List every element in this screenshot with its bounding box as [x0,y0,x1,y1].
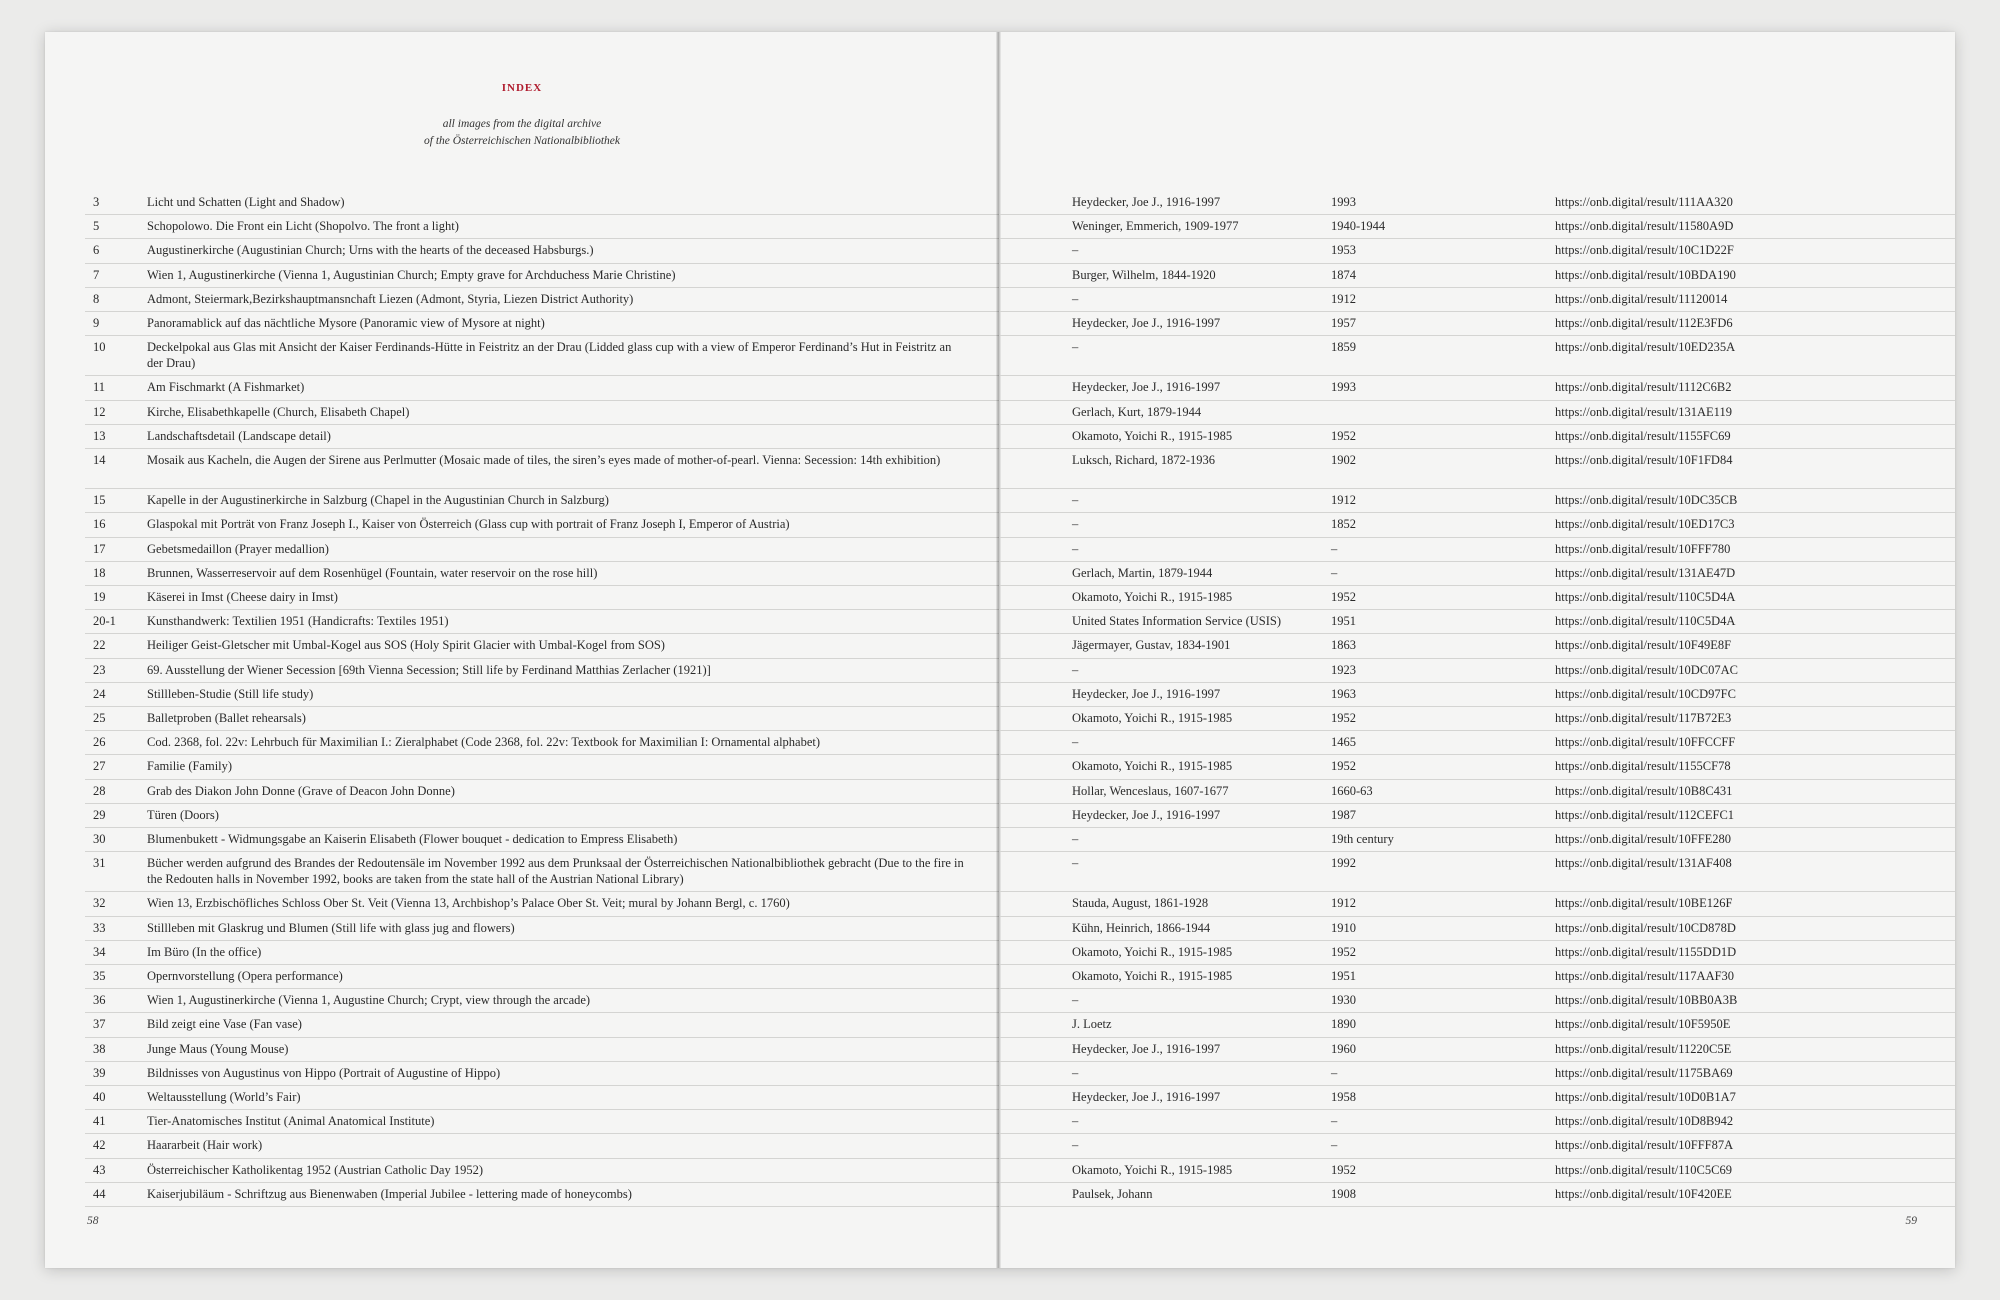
index-row [85,827,999,852]
entry-number: 13 [93,428,106,443]
entry-author: United States Information Service (USIS) [1072,614,1281,629]
entry-author: Heydecker, Joe J., 1916-1997 [1072,686,1221,701]
entry-title: Heiliger Geist-Gletscher mit Umbal-Kogel aus SOS (Holy Spirit Glacier with Umbal-Kogel from SOS) [147,638,665,653]
entry-author: – [1072,1138,1079,1153]
entry-title: Im Büro (In the office) [147,944,262,959]
entry-author: Heydecker, Joe J., 1916-1997 [1072,316,1221,330]
index-row-details [1000,214,1955,239]
index-row [85,1061,999,1086]
index-row [85,561,999,586]
entry-title: Kunsthandwerk: Textilien 1951 (Handicrafts: Textiles 1951) [147,614,449,629]
entry-year: 1960 [1331,1041,1356,1056]
entry-title: Admont, Steiermark,Bezirkshauptmansnchaft Liezen (Admont, Styria, Liezen District Authority) [147,291,634,306]
entry-number: 41 [93,1114,106,1129]
index-row-details [1000,585,1955,610]
index-row-details [1000,988,1955,1013]
entry-title: Kaiserjubiläum - Schriftzug aus Bienenwaben (Imperial Jubilee - lettering made of honeycombs) [147,1186,632,1201]
entry-number: 44 [93,1186,106,1201]
entry-author: Jägermayer, Gustav, 1834-1901 [1072,638,1231,653]
entry-year: 1952 [1331,590,1356,604]
index-row [85,1158,999,1183]
entry-year: – [1331,541,1338,556]
entry-number: 43 [93,1162,106,1177]
entry-title: Mosaik aus Kacheln, die Augen der Sirene aus Perlmutter (Mosaic made of tiles, the siren’s eyes made of mother-of-pearl. Vienna: Secession: 14th exhibition) [147,453,941,467]
entry-title: Schopolowo. Die Front ein Licht (Shopolvo. The front a light) [147,219,459,234]
entry-author: Stauda, August, 1861-1928 [1072,896,1209,911]
entry-url-link[interactable]: https://onb.digital/result/110C5D4A [1555,614,1736,629]
entry-author: Burger, Wilhelm, 1844-1920 [1072,267,1216,282]
entry-author: – [1072,832,1079,846]
entry-author: Gerlach, Kurt, 1879-1944 [1072,404,1202,419]
index-row-details [1000,448,1955,489]
entry-url-link[interactable]: https://onb.digital/result/10F1FD84 [1555,453,1733,467]
index-row [85,263,999,288]
entry-author: Luksch, Richard, 1872-1936 [1072,453,1216,467]
entry-author: Okamoto, Yoichi R., 1915-1985 [1072,944,1233,959]
entry-number: 38 [93,1041,106,1056]
index-row-details [1000,424,1955,449]
index-row [85,424,999,449]
entry-year: 1987 [1331,807,1356,822]
entry-url-link[interactable]: https://onb.digital/result/1155CF78 [1555,759,1731,774]
entry-title: Grab des Diakon John Donne (Grave of Deacon John Donne) [147,783,455,798]
index-row [85,1012,999,1037]
entry-year: 1465 [1331,735,1356,750]
entry-author: Kühn, Heinrich, 1866-1944 [1072,920,1211,935]
entry-url-link[interactable]: https://onb.digital/result/10FFF87A [1555,1138,1734,1153]
entry-url-link[interactable]: https://onb.digital/result/10F49E8F [1555,638,1732,653]
entry-author: J. Loetz [1072,1017,1112,1032]
entry-year: 1952 [1331,944,1356,959]
index-row-details [1000,512,1955,537]
entry-year: 1993 [1331,380,1356,395]
entry-title: 69. Ausstellung der Wiener Secession [69th Vienna Secession; Still life by Ferdinand Matthias Zerlacher (1921)] [147,662,711,677]
entry-title: Opernvorstellung (Opera performance) [147,969,343,983]
entry-author: – [1072,735,1079,750]
entry-year: – [1331,1065,1338,1080]
entry-year: 1890 [1331,1017,1356,1032]
entry-author: – [1072,993,1079,1008]
entry-title: Bild zeigt eine Vase (Fan vase) [147,1017,302,1032]
entry-number: 42 [93,1138,106,1153]
entry-author: – [1072,517,1079,532]
index-row-details [1000,238,1955,263]
entry-author: Heydecker, Joe J., 1916-1997 [1072,1041,1221,1056]
entry-year: 1908 [1331,1186,1356,1201]
entry-number: 6 [93,243,100,258]
index-row-details [1000,779,1955,804]
entry-number: 28 [93,783,106,798]
index-row [85,988,999,1013]
entry-author: Gerlach, Martin, 1879-1944 [1072,565,1213,580]
entry-year: 1923 [1331,662,1356,677]
index-row [85,375,999,400]
entry-number: 29 [93,807,106,822]
entry-number: 19 [93,590,106,604]
entry-url-link[interactable]: https://onb.digital/result/10FFCCFF [1555,735,1736,750]
entry-title: Wien 13, Erzbischöfliches Schloss Ober St. Veit (Vienna 13, Archbishop’s Palace Ober St. Veit; mural by Johann Bergl, c. 1760) [147,896,790,911]
entry-url-link[interactable]: https://onb.digital/result/10CD97FC [1555,686,1736,701]
page-number-right: 59 [1905,1215,1917,1227]
index-row [85,190,999,215]
entry-year: – [1331,1114,1338,1129]
index-row [85,512,999,537]
entry-author: – [1072,493,1079,508]
entry-title: Wien 1, Augustinerkirche (Vienna 1, Augustine Church; Crypt, view through the arcade) [147,993,591,1008]
entry-year: 1912 [1331,493,1356,508]
entry-number: 32 [93,896,106,911]
entry-author: Okamoto, Yoichi R., 1915-1985 [1072,759,1233,774]
index-row [85,779,999,804]
entry-title: Türen (Doors) [147,807,219,822]
entry-year: 1912 [1331,291,1356,306]
entry-url-link[interactable]: https://onb.digital/result/10DC35CB [1555,493,1738,508]
index-row-details [1000,1061,1955,1086]
entry-title: Gebetsmedaillon (Prayer medallion) [147,541,329,556]
entry-year: 1940-1944 [1331,219,1386,234]
index-row [85,803,999,828]
entry-url-link[interactable]: https://onb.digital/result/11120014 [1555,291,1728,306]
entry-number: 39 [93,1065,106,1080]
index-row-details [1000,311,1955,336]
entry-url-link[interactable]: https://onb.digital/result/112CEFC1 [1555,807,1735,822]
index-row [85,448,999,489]
entry-author: – [1072,1065,1079,1080]
entry-title: Panoramablick auf das nächtliche Mysore (Panoramic view of Mysore at night) [147,316,545,330]
entry-year: 1852 [1331,517,1356,532]
entry-url-link[interactable]: https://onb.digital/result/1155DD1D [1555,944,1737,959]
index-row [85,311,999,336]
index-row-details [1000,891,1955,916]
index-row [85,851,999,892]
entry-title: Deckelpokal aus Glas mit Ansicht der Kaiser Ferdinands-Hütte in Feistritz an der Drau (Lidded glass cup with a view of Emperor Ferdinand’s Hut in Feistritz an der Drau) [147,340,952,371]
index-row-details [1000,754,1955,779]
index-row [85,1037,999,1062]
entry-title: Bücher werden aufgrund des Brandes der Redoutensäle im November 1992 aus dem Prunksaal der Österreichischen Nationalbibliothek gebracht (Due to the fire in the Redouten halls in November 1992, books are taken from the state hall of the Austrian National Library) [147,856,964,887]
index-row [85,214,999,239]
entry-year: 1930 [1331,993,1356,1008]
entry-title: Balletproben (Ballet rehearsals) [147,711,306,725]
entry-number: 16 [93,517,106,532]
index-row [85,609,999,634]
index-row [85,238,999,263]
entry-title: Weltausstellung (World’s Fair) [147,1090,301,1104]
entry-author: – [1072,662,1079,677]
entry-year: 1952 [1331,759,1356,774]
index-row-details [1000,730,1955,755]
index-row [85,940,999,965]
entry-number: 17 [93,541,106,556]
entry-author: – [1072,340,1079,355]
entry-number: 9 [93,316,100,330]
entry-url-link[interactable]: https://onb.digital/result/110C5C69 [1555,1162,1732,1177]
index-row [85,537,999,562]
entry-author: Heydecker, Joe J., 1916-1997 [1072,380,1221,395]
entry-year: – [1331,1138,1338,1153]
index-row-details [1000,287,1955,312]
entry-year: 1958 [1331,1090,1356,1104]
index-row-details [1000,827,1955,852]
entry-url-link[interactable]: https://onb.digital/result/1175BA69 [1555,1065,1733,1080]
entry-url-link[interactable]: https://onb.digital/result/10BE126F [1555,896,1733,911]
index-row-details [1000,1158,1955,1183]
entry-title: Wien 1, Augustinerkirche (Vienna 1, Augustinian Church; Empty grave for Archduchess Marie Christine) [147,267,676,282]
entry-url-link[interactable]: https://onb.digital/result/10FFF780 [1555,541,1731,556]
entry-author: – [1072,541,1079,556]
entry-year: 1951 [1331,614,1356,629]
entry-year: 1912 [1331,896,1356,911]
entry-year: 1859 [1331,340,1356,355]
entry-title: Familie (Family) [147,759,233,774]
subtitle-line-1: all images from the digital archive [442,118,602,130]
entry-url-link[interactable]: https://onb.digital/result/10ED17C3 [1555,517,1735,532]
subtitle-line-2: of the Österreichischen Nationalbibliothek [424,135,620,147]
entry-number: 11 [93,380,106,395]
entry-url-link[interactable]: https://onb.digital/result/131AF408 [1555,856,1732,871]
index-row [85,633,999,658]
entry-url-link[interactable]: https://onb.digital/result/131AE119 [1555,404,1732,419]
entry-number: 35 [93,969,106,983]
entry-title: Tier-Anatomisches Institut (Animal Anatomical Institute) [147,1114,435,1129]
entry-author: Okamoto, Yoichi R., 1915-1985 [1072,590,1233,604]
entry-url-link[interactable]: https://onb.digital/result/11220C5E [1555,1041,1732,1056]
entry-number: 26 [93,735,106,750]
entry-title: Brunnen, Wasserreservoir auf dem Rosenhügel (Fountain, water reservoir on the rose hill) [147,565,598,580]
entry-number: 33 [93,920,106,935]
entry-number: 14 [93,453,106,467]
entry-number: 3 [93,195,100,209]
index-row-details [1000,537,1955,562]
index-row [85,585,999,610]
entry-url-link[interactable]: https://onb.digital/result/10D8B942 [1555,1114,1734,1129]
right-page [1000,32,1955,1268]
entry-title: Stillleben mit Glaskrug und Blumen (Still life with glass jug and flowers) [147,920,515,935]
index-row-details [1000,964,1955,989]
entry-author: Okamoto, Yoichi R., 1915-1985 [1072,1162,1233,1177]
index-row-details [1000,561,1955,586]
index-row [85,1085,999,1110]
entry-title: Kirche, Elisabethkapelle (Church, Elisabeth Chapel) [147,404,410,419]
entry-url-link[interactable]: https://onb.digital/result/10FFE280 [1555,832,1732,846]
entry-year: 19th century [1331,832,1394,846]
index-row [85,964,999,989]
index-row-details [1000,940,1955,965]
entry-url-link[interactable]: https://onb.digital/result/10D0B1A7 [1555,1090,1736,1104]
entry-title: Blumenbukett - Widmungsgabe an Kaiserin Elisabeth (Flower bouquet - dedication to Empress Elisabeth) [147,832,678,846]
entry-number: 18 [93,565,106,580]
index-row-details [1000,682,1955,707]
index-row [85,916,999,941]
entry-number: 20-1 [93,614,116,629]
entry-year: 1952 [1331,711,1356,725]
entry-url-link[interactable]: https://onb.digital/result/10BB0A3B [1555,993,1738,1008]
entry-url-link[interactable]: https://onb.digital/result/10DC07AC [1555,662,1738,677]
index-row-details [1000,609,1955,634]
entry-title: Stillleben-Studie (Still life study) [147,686,314,701]
index-row-details [1000,1012,1955,1037]
entry-author: – [1072,243,1079,258]
entry-url-link[interactable]: https://onb.digital/result/11580A9D [1555,219,1734,234]
entry-url-link[interactable]: https://onb.digital/result/1112C6B2 [1555,380,1732,395]
entry-author: Heydecker, Joe J., 1916-1997 [1072,807,1221,822]
entry-year: 1953 [1331,243,1356,258]
index-row-details [1000,190,1955,215]
entry-author: Okamoto, Yoichi R., 1915-1985 [1072,711,1233,725]
index-row [85,1182,999,1207]
entry-url-link[interactable]: https://onb.digital/result/117B72E3 [1555,711,1732,725]
index-row-details [1000,916,1955,941]
entry-year: 1952 [1331,428,1356,443]
entry-year: 1660-63 [1331,783,1373,798]
entry-year: 1957 [1331,316,1356,330]
entry-title: Käserei in Imst (Cheese dairy in Imst) [147,590,338,604]
index-row [85,658,999,683]
entry-url-link[interactable]: https://onb.digital/result/10C1D22F [1555,243,1734,258]
index-row-details [1000,1109,1955,1134]
entry-number: 37 [93,1017,106,1032]
index-row-details [1000,1182,1955,1207]
index-subtitle [45,116,999,150]
entry-url-link[interactable]: https://onb.digital/result/10BDA190 [1555,267,1736,282]
entry-number: 5 [93,219,100,234]
entry-url-link[interactable]: https://onb.digital/result/10B8C431 [1555,783,1733,798]
entry-url-link[interactable]: https://onb.digital/result/10F420EE [1555,1186,1732,1201]
entry-number: 34 [93,944,106,959]
entry-url-link[interactable]: https://onb.digital/result/10F5950E [1555,1017,1731,1032]
page-number-left: 58 [87,1215,99,1227]
index-row-details [1000,375,1955,400]
entry-year: 1963 [1331,686,1356,701]
entry-author: Weninger, Emmerich, 1909-1977 [1072,219,1239,234]
index-row [85,488,999,513]
entry-year: 1910 [1331,920,1356,935]
entry-url-link[interactable]: https://onb.digital/result/110C5D4A [1555,590,1736,604]
entry-author: – [1072,1114,1079,1129]
index-row-details [1000,488,1955,513]
entry-number: 8 [93,291,100,306]
entry-title: Cod. 2368, fol. 22v: Lehrbuch für Maximilian I.: Zieralphabet (Code 2368, fol. 22v: Textbook for Maximilian I: Ornamental alphabet) [147,735,821,750]
entry-author: – [1072,291,1079,306]
index-row-details [1000,1133,1955,1158]
index-row-details [1000,1085,1955,1110]
entry-number: 30 [93,832,106,846]
index-row-details [1000,803,1955,828]
index-row [85,1133,999,1158]
entry-number: 25 [93,711,106,725]
index-row [85,730,999,755]
entry-url-link[interactable]: https://onb.digital/result/111AA320 [1555,195,1733,209]
index-row [85,287,999,312]
entry-url-link[interactable]: https://onb.digital/result/112E3FD6 [1555,316,1733,330]
entry-author: Heydecker, Joe J., 1916-1997 [1072,1090,1221,1104]
entry-url-link[interactable]: https://onb.digital/result/10ED235A [1555,340,1736,355]
entry-author: Heydecker, Joe J., 1916-1997 [1072,195,1221,209]
index-row-details [1000,706,1955,731]
entry-year: – [1331,565,1338,580]
entry-number: 10 [93,340,106,355]
entry-title: Bildnisses von Augustinus von Hippo (Portrait of Augustine of Hippo) [147,1065,501,1080]
entry-url-link[interactable]: https://onb.digital/result/117AAF30 [1555,969,1735,983]
entry-year: 1863 [1331,638,1356,653]
entry-number: 12 [93,404,106,419]
entry-year: 1952 [1331,1162,1356,1177]
entry-number: 40 [93,1090,106,1104]
entry-title: Augustinerkirche (Augustinian Church; Urns with the hearts of the deceased Habsburgs.) [147,243,594,258]
entry-year: 1874 [1331,267,1356,282]
entry-url-link[interactable]: https://onb.digital/result/131AE47D [1555,565,1736,580]
entry-number: 31 [93,856,106,871]
index-row [85,1109,999,1134]
index-row-details [1000,335,1955,376]
entry-title: Kapelle in der Augustinerkirche in Salzburg (Chapel in the Augustinian Church in Salzburg) [147,493,609,508]
entry-title: Haararbeit (Hair work) [147,1138,263,1153]
entry-title: Glaspokal mit Porträt von Franz Joseph I., Kaiser von Österreich (Glass cup with portrait of Franz Joseph I, Emperor of Austria) [147,517,790,532]
entry-title: Junge Maus (Young Mouse) [147,1041,289,1056]
index-row [85,400,999,425]
index-row [85,335,999,376]
entry-number: 23 [93,662,106,677]
entry-year: 1992 [1331,856,1356,871]
entry-author: Okamoto, Yoichi R., 1915-1985 [1072,969,1233,983]
entry-url-link[interactable]: https://onb.digital/result/10CD878D [1555,920,1736,935]
entry-number: 22 [93,638,106,653]
left-page [45,32,999,1268]
entry-title: Österreichischer Katholikentag 1952 (Austrian Catholic Day 1952) [147,1162,484,1177]
index-title: INDEX [501,82,543,94]
entry-number: 36 [93,993,106,1008]
entry-title: Licht und Schatten (Light and Shadow) [147,195,345,209]
entry-url-link[interactable]: https://onb.digital/result/1155FC69 [1555,428,1731,443]
index-row-details [1000,851,1955,892]
entry-number: 15 [93,493,106,508]
index-row-details [1000,633,1955,658]
entry-title: Am Fischmarkt (A Fishmarket) [147,380,305,395]
entry-author: Paulsek, Johann [1072,1186,1153,1201]
index-row-details [1000,400,1955,425]
index-row [85,891,999,916]
entry-year: 1902 [1331,453,1356,467]
entry-number: 27 [93,759,106,774]
index-row [85,706,999,731]
entry-number: 7 [93,267,100,282]
entry-year: 1951 [1331,969,1356,983]
entry-number: 24 [93,686,106,701]
entry-year: 1993 [1331,195,1356,209]
index-row-details [1000,263,1955,288]
entry-author: – [1072,856,1079,871]
book-spread [45,32,1955,1268]
index-row [85,754,999,779]
index-row [85,682,999,707]
entry-title: Landschaftsdetail (Landscape detail) [147,428,331,443]
index-row-details [1000,658,1955,683]
index-row-details [1000,1037,1955,1062]
entry-author: Okamoto, Yoichi R., 1915-1985 [1072,428,1233,443]
entry-author: Hollar, Wenceslaus, 1607-1677 [1072,783,1229,798]
